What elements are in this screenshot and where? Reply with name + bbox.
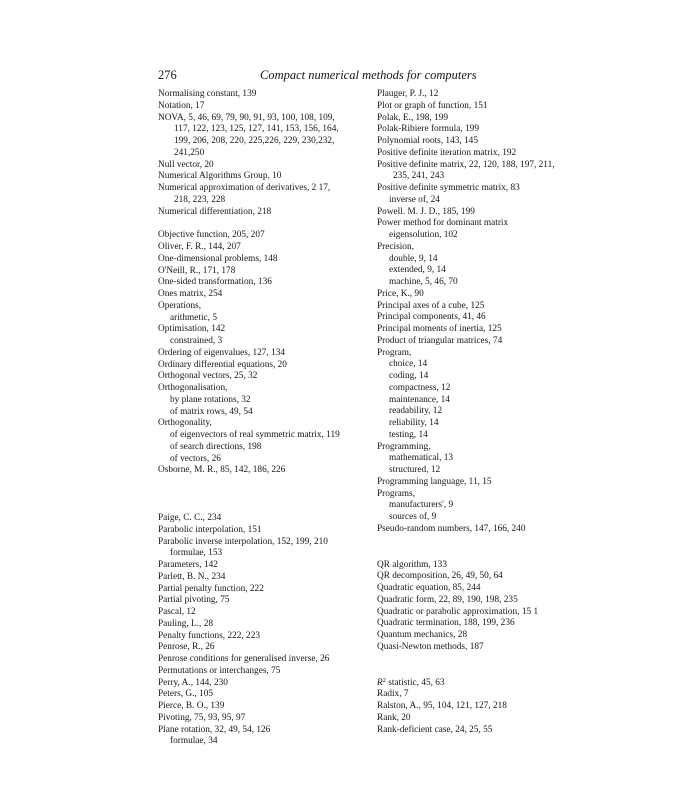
entry-text: Optimisation, 142 bbox=[158, 324, 226, 335]
entry-text: 241,250 bbox=[174, 147, 205, 158]
section-gap bbox=[377, 536, 602, 560]
index-entry bbox=[158, 513, 408, 525]
index-entry bbox=[158, 654, 408, 666]
entry-text: Ralston, A., 95, 104, 121, 127, 218 bbox=[377, 701, 507, 711]
entry-text: Precision, bbox=[377, 241, 414, 252]
index-entry bbox=[158, 525, 408, 537]
index-entry bbox=[158, 725, 408, 737]
entry-text: Penalty functions, 222, 223 bbox=[158, 630, 260, 641]
index-entry bbox=[158, 289, 408, 301]
index-entry bbox=[377, 725, 602, 737]
index-subentry bbox=[377, 371, 602, 383]
entry-text: Pauling, L., 28 bbox=[158, 618, 214, 629]
index-entry bbox=[377, 701, 602, 713]
entry-text: sources of, 9 bbox=[389, 512, 437, 522]
entry-text: readability, 12 bbox=[389, 406, 443, 417]
index-subentry bbox=[377, 500, 602, 512]
index-subentry bbox=[158, 195, 408, 207]
index-entry bbox=[158, 584, 408, 596]
entry-text: Quadratic termination, 188, 199, 236 bbox=[377, 618, 515, 629]
entry-text: of eigenvectors of real symmetric matrix, 119 bbox=[170, 430, 340, 440]
index-entry bbox=[377, 312, 602, 324]
entry-text: Polak-Ribiere formula, 199 bbox=[377, 124, 479, 135]
entry-text: Orthogonality, bbox=[158, 418, 212, 429]
entry-text: Powell. M. J. D., 185, 199 bbox=[377, 206, 475, 217]
index-subentry bbox=[377, 430, 602, 442]
entry-text: Program, bbox=[377, 347, 412, 358]
index-subentry bbox=[377, 512, 602, 524]
index-entry bbox=[158, 619, 408, 631]
index-entry bbox=[377, 713, 602, 725]
index-entry bbox=[377, 148, 602, 160]
entry-text: arithmetic, 5 bbox=[170, 312, 217, 323]
index-subentry bbox=[377, 265, 602, 277]
index-entry bbox=[158, 666, 408, 678]
entry-text: Quasi-Newton methods, 187 bbox=[377, 641, 484, 652]
entry-text: Rank, 20 bbox=[377, 712, 411, 723]
entry-text: Penrose conditions for generalised inverse, 26 bbox=[158, 654, 330, 664]
entry-text: Objective function, 205, 207 bbox=[158, 230, 265, 241]
entry-text: Principal components, 41, 46 bbox=[377, 312, 486, 323]
index-entry bbox=[158, 418, 408, 430]
entry-text: QR decomposition, 26, 49, 50, 64 bbox=[377, 571, 503, 582]
entry-text: constrained, 3 bbox=[170, 336, 223, 346]
index-entry bbox=[377, 289, 602, 301]
index-entry bbox=[377, 618, 602, 630]
entry-text: coding, 14 bbox=[389, 371, 429, 381]
index-column-right bbox=[377, 89, 602, 736]
entry-text: Plane rotation, 32, 49, 54, 126 bbox=[158, 724, 271, 735]
entry-text: manufacturers', 9 bbox=[389, 500, 454, 511]
index-subentry bbox=[377, 465, 602, 477]
entry-text: Oliver, F. R., 144, 207 bbox=[158, 242, 241, 252]
index-entry bbox=[158, 642, 408, 654]
index-entry bbox=[377, 607, 602, 619]
index-subentry bbox=[377, 230, 602, 242]
index-subentry bbox=[158, 124, 408, 136]
index-entry bbox=[158, 595, 408, 607]
entry-text: Product of triangular matrices, 74 bbox=[377, 335, 503, 346]
index-entry bbox=[158, 607, 408, 619]
entry-text: by plane rotations, 32 bbox=[170, 394, 251, 405]
index-subentry bbox=[158, 395, 408, 407]
index-entry bbox=[377, 630, 602, 642]
index-entry bbox=[158, 360, 408, 372]
entry-text: of search directions, 198 bbox=[170, 441, 262, 452]
index-entry bbox=[377, 595, 602, 607]
index-entry bbox=[377, 89, 602, 101]
entry-text: compactness, 12 bbox=[389, 382, 451, 393]
index-entry bbox=[158, 183, 408, 195]
index-entry bbox=[158, 266, 408, 278]
index-entry bbox=[377, 207, 602, 219]
entry-text: Pierce, B. O., 139 bbox=[158, 701, 225, 711]
index-entry bbox=[377, 242, 602, 254]
index-subentry bbox=[377, 254, 602, 266]
index-entry bbox=[377, 442, 602, 454]
index-subentry bbox=[158, 442, 408, 454]
entry-text: Peters, G., 105 bbox=[158, 689, 214, 700]
section-gap bbox=[377, 654, 602, 678]
index-subentry bbox=[158, 407, 408, 419]
entry-text: Quantum mechanics, 28 bbox=[377, 630, 468, 640]
entry-text: Plot or graph of function, 151 bbox=[377, 100, 488, 111]
entry-text: Parameters, 142 bbox=[158, 560, 218, 570]
index-subentry bbox=[158, 430, 408, 442]
index-entry bbox=[158, 631, 408, 643]
index-entry bbox=[158, 160, 408, 172]
index-entry bbox=[377, 524, 602, 536]
index-entry bbox=[158, 537, 408, 549]
index-entry bbox=[158, 101, 408, 113]
entry-text: Principal axes of a cube, 125 bbox=[377, 300, 485, 311]
index-entry bbox=[377, 489, 602, 501]
entry-text: Pivoting, 75, 93, 95, 97 bbox=[158, 712, 246, 723]
index-subentry bbox=[158, 736, 408, 748]
entry-text: testing, 14 bbox=[389, 429, 428, 440]
index-entry bbox=[158, 348, 408, 360]
entry-text: Orthogonalisation, bbox=[158, 383, 228, 393]
entry-text: statistic, 45, 63 bbox=[385, 677, 445, 688]
section-gap bbox=[158, 218, 408, 230]
entry-text: double, 9, 14 bbox=[389, 253, 438, 264]
index-entry bbox=[158, 242, 408, 254]
running-title: Compact numerical methods for computers bbox=[260, 68, 477, 82]
entry-text: Normalising constant, 139 bbox=[158, 89, 257, 99]
index-entry bbox=[158, 230, 408, 242]
index-entry bbox=[377, 160, 602, 172]
section-gap bbox=[158, 477, 408, 513]
entry-text: 235, 241, 243 bbox=[393, 171, 445, 182]
index-entry bbox=[158, 572, 408, 584]
entry-text: mathematical, 13 bbox=[389, 453, 454, 464]
entry-text: Polak, E., 198, 199 bbox=[377, 112, 449, 123]
index-entry bbox=[158, 371, 408, 383]
entry-text: Numerical Algorithms Group, 10 bbox=[158, 171, 282, 182]
entry-text: Perry, A., 144, 230 bbox=[158, 677, 228, 688]
entry-text: Operations, bbox=[158, 300, 202, 311]
entry-text: structured, 12 bbox=[389, 465, 441, 475]
entry-text: Programming, bbox=[377, 441, 431, 452]
entry-text: Parabolic inverse interpolation, 152, 199, 210 bbox=[158, 536, 328, 547]
index-entry bbox=[377, 124, 602, 136]
page-number: 276 bbox=[158, 68, 177, 82]
index-subentry bbox=[377, 453, 602, 465]
entry-text: Parabolic interpolation, 151 bbox=[158, 524, 262, 535]
index-entry bbox=[158, 689, 408, 701]
entry-text: machine, 5, 46, 70 bbox=[389, 277, 458, 287]
index-entry bbox=[158, 324, 408, 336]
index-subentry bbox=[377, 359, 602, 371]
index-entry bbox=[377, 678, 602, 690]
index-entry bbox=[377, 571, 602, 583]
entry-text: One-sided transformation, 136 bbox=[158, 277, 272, 288]
entry-text: NOVA, 5, 46, 69, 79, 90, 91, 93, 100, 108, 109, bbox=[158, 112, 335, 123]
index-entry bbox=[158, 89, 408, 101]
entry-text: 117, 122, 123, 125, 127, 141, 153, 156, 164, bbox=[174, 124, 339, 135]
index-subentry bbox=[377, 383, 602, 395]
entry-text: Programs, bbox=[377, 488, 415, 499]
index-entry bbox=[158, 383, 408, 395]
index-entry bbox=[158, 678, 408, 690]
entry-text: Pseudo-random numbers, 147, 166, 240 bbox=[377, 523, 526, 534]
index-entry bbox=[158, 713, 408, 725]
entry-text: Numerical approximation of derivatives, 2 17, bbox=[158, 183, 331, 193]
index-entry bbox=[377, 348, 602, 360]
index-subentry bbox=[377, 277, 602, 289]
entry-text: Penrose, R., 26 bbox=[158, 642, 215, 653]
index-entry bbox=[158, 277, 408, 289]
entry-text: Programming language, 11, 15 bbox=[377, 476, 492, 487]
index-entry bbox=[158, 701, 408, 713]
index-subentry bbox=[377, 406, 602, 418]
index-subentry bbox=[158, 336, 408, 348]
entry-superscript: 2 bbox=[382, 676, 386, 684]
entry-text: Parlett, B. N., 234 bbox=[158, 571, 226, 582]
entry-text: formulae, 153 bbox=[170, 548, 223, 559]
index-entry bbox=[377, 642, 602, 654]
index-entry bbox=[377, 136, 602, 148]
entry-text: Quadratic equation, 85, 244 bbox=[377, 583, 481, 593]
index-subentry bbox=[377, 171, 602, 183]
entry-text: Quadratic form, 22, 89, 190, 198, 235 bbox=[377, 594, 518, 605]
index-entry bbox=[377, 336, 602, 348]
index-subentry bbox=[377, 395, 602, 407]
entry-text: One-dimensional problems, 148 bbox=[158, 253, 278, 264]
entry-text: extended, 9, 14 bbox=[389, 265, 446, 276]
entry-text: O'Neill, R., 171, 178 bbox=[158, 265, 236, 276]
index-entry bbox=[377, 183, 602, 195]
entry-text: Plauger, P. J., 12 bbox=[377, 89, 439, 99]
entry-text: Ordering of eigenvalues, 127, 134 bbox=[158, 347, 286, 358]
index-column-left bbox=[158, 89, 408, 748]
index-entry bbox=[158, 113, 408, 125]
entry-text: of matrix rows, 49, 54 bbox=[170, 406, 253, 417]
index-subentry bbox=[158, 148, 408, 160]
entry-text: Polynomial roots, 143, 145 bbox=[377, 136, 478, 146]
index-entry bbox=[377, 324, 602, 336]
entry-text: eigensolution, 102 bbox=[389, 230, 458, 240]
entry-text: QR algorithm, 133 bbox=[377, 559, 447, 570]
entry-text: maintenance, 14 bbox=[389, 394, 450, 405]
index-entry bbox=[158, 560, 408, 572]
entry-text: choice, 14 bbox=[389, 359, 428, 370]
index-subentry bbox=[377, 195, 602, 207]
entry-text: Quadratic or parabolic approximation, 15 1 bbox=[377, 606, 539, 617]
index-entry bbox=[377, 689, 602, 701]
entry-text: Positive definite symmetric matrix, 83 bbox=[377, 183, 520, 193]
entry-text: Notation, 17 bbox=[158, 100, 205, 111]
index-entry bbox=[158, 465, 408, 477]
entry-text: Orthogonal vectors, 25, 32 bbox=[158, 371, 258, 382]
index-subentry bbox=[158, 136, 408, 148]
page-header bbox=[158, 68, 530, 84]
entry-text: Positive definite iteration matrix, 192 bbox=[377, 147, 517, 158]
index-subentry bbox=[377, 418, 602, 430]
index-entry bbox=[377, 218, 602, 230]
index-entry bbox=[377, 560, 602, 572]
entry-text: Osborne, M. R., 85, 142, 186, 226 bbox=[158, 465, 286, 476]
entry-text: Principal moments of inertia, 125 bbox=[377, 324, 502, 334]
index-entry bbox=[377, 583, 602, 595]
entry-text: Price, K., 90 bbox=[377, 288, 424, 299]
entry-text: Numerical differentiation, 218 bbox=[158, 206, 272, 217]
entry-text: Ordinary differential equations, 20 bbox=[158, 359, 287, 370]
entry-symbol: R bbox=[377, 677, 383, 688]
entry-text: Ones matrix, 254 bbox=[158, 289, 223, 299]
entry-text: Paige, C. C., 234 bbox=[158, 513, 222, 523]
entry-text: Partial penalty function, 222 bbox=[158, 583, 264, 594]
entry-text: Pascal, 12 bbox=[158, 607, 196, 617]
index-entry bbox=[158, 207, 408, 219]
index-entry bbox=[377, 477, 602, 489]
index-subentry bbox=[158, 313, 408, 325]
index-entry bbox=[377, 301, 602, 313]
index-subentry bbox=[158, 548, 408, 560]
entry-text: Rank-deficient case, 24, 25, 55 bbox=[377, 724, 493, 735]
index-entry bbox=[158, 171, 408, 183]
entry-text: Null vector, 20 bbox=[158, 159, 214, 170]
entry-text: of vectors, 26 bbox=[170, 453, 221, 464]
index-entry bbox=[377, 101, 602, 113]
entry-text: reliability, 14 bbox=[389, 418, 439, 428]
entry-text: formulae, 34 bbox=[170, 736, 218, 747]
index-subentry bbox=[158, 454, 408, 466]
entry-text: Power method for dominant matrix bbox=[377, 218, 509, 229]
index-entry bbox=[377, 113, 602, 125]
entry-text: Permutations or interchanges, 75 bbox=[158, 665, 281, 676]
entry-text: 218, 223, 228 bbox=[174, 194, 226, 205]
entry-text: inverse of, 24 bbox=[389, 194, 440, 205]
entry-text: Partial pivoting, 75 bbox=[158, 595, 230, 606]
index-entry bbox=[158, 254, 408, 266]
entry-text: Positive definite matrix, 22, 120, 188, 197, 211, bbox=[377, 159, 555, 170]
entry-text: 199, 206, 208, 220, 225,226, 229, 230,232, bbox=[174, 136, 335, 146]
index-entry bbox=[158, 301, 408, 313]
entry-text: Radix, 7 bbox=[377, 689, 409, 700]
